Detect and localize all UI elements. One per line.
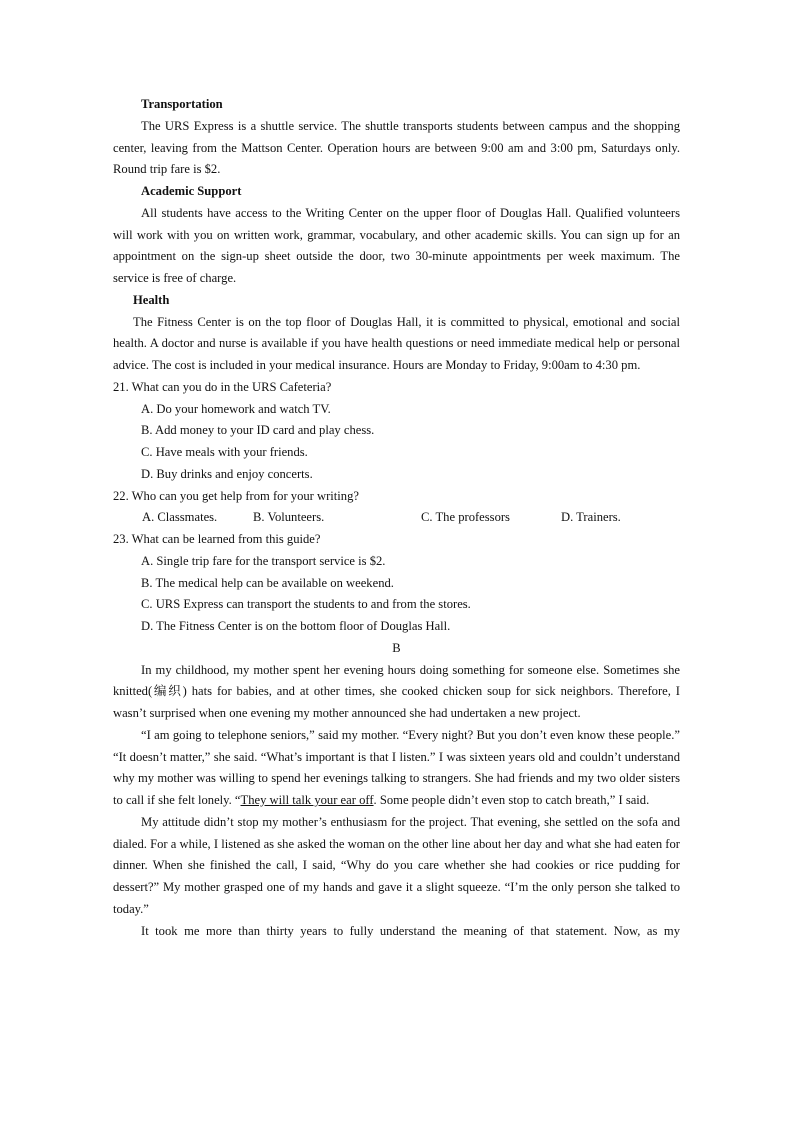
options-row xyxy=(113,507,680,529)
option-c: C. URS Express can transport the students to and from the stores. xyxy=(141,597,471,612)
option-d: D. Trainers. xyxy=(561,510,621,525)
question-22 xyxy=(113,486,680,530)
question-21 xyxy=(113,377,680,486)
option-c: C. Have meals with your friends. xyxy=(141,445,308,459)
underlined-phrase: They will talk your ear off xyxy=(240,793,374,807)
document-page xyxy=(113,94,680,942)
heading-transportation: Transportation xyxy=(141,97,223,111)
heading-health: Health xyxy=(133,292,170,307)
option-a: A. Do your homework and watch TV. xyxy=(141,401,331,416)
option-a: A. Classmates. xyxy=(142,510,218,525)
paragraph-health: The Fitness Center is on the top floor of Douglas Hall, it is committed to physical, emotional and social health. A doctor and nurse is available if you have health questions or need immediate medical help or personal advice. The cost is included in your medical insurance. Hours are Monday to Friday, 9:00am to 4:30 pm. xyxy=(113,314,680,372)
paragraph-text: “I am going to telephone seniors,” said my mother. “Every night? But you don’t even know these people.” “It doesn’t matter,” she said. “What’s important is that I listen.” I was sixteen years old and couldn’t understand why my mother was willing to spend her evenings talking to strangers. She had friends and my two older sisters to call if she felt lonely. “ xyxy=(113,727,680,807)
option-d: D. The Fitness Center is on the bottom floor of Douglas Hall. xyxy=(141,619,451,633)
option-b: B. Volunteers. xyxy=(253,510,325,525)
passage-paragraph-2 xyxy=(113,725,680,812)
passage-label: B xyxy=(392,640,401,655)
question-stem: 22. Who can you get help from for your writing? xyxy=(113,488,359,503)
option-c: C. The professors xyxy=(421,510,510,525)
option-b: B. Add money to your ID card and play chess. xyxy=(141,423,375,438)
heading-academic-support: Academic Support xyxy=(141,184,242,198)
paragraph-academic-support: All students have access to the Writing Center on the upper floor of Douglas Hall. Qualified volunteers will work with you on written work, grammar, vocabulary, and other academic skills. You can sign up for an appointment on the sign-up sheet outside the door, two 30-minute appointments per week maximum. The service is free of charge. xyxy=(113,205,680,285)
passage-paragraph-4: It took me more than thirty years to fully understand the meaning of that statement. Now, as my xyxy=(141,923,680,938)
option-a: A. Single trip fare for the transport service is $2. xyxy=(141,553,386,568)
question-stem: 21. What can you do in the URS Cafeteria? xyxy=(113,379,332,394)
paragraph-text: . Some people didn’t even stop to catch breath,” I said. xyxy=(373,793,650,807)
paragraph-transportation: The URS Express is a shuttle service. The shuttle transports students between campus and the shopping center, leaving from the Mattson Center. Operation hours are between 9:00 am and 3:00 pm, Saturdays only. Round trip fare is $2. xyxy=(113,118,680,177)
question-stem: 23. What can be learned from this guide? xyxy=(113,532,321,546)
passage-paragraph-1: In my childhood, my mother spent her evening hours doing something for someone else. Sometimes she knitted(编织) hats for babies, and at other times, she cooked chicken soup for sick neighbors. Therefore, I wasn’t surprised when one evening my mother announced she had undertaken a new project. xyxy=(113,662,680,720)
passage-paragraph-3: My attitude didn’t stop my mother’s enthusiasm for the project. That evening, she settled on the sofa and dialed. For a while, I listened as she asked the woman on the other line about her day and what she had eaten for dinner. When she finished the call, I said, “Why do you care whether she had cookies or rice pudding for dessert?” My mother grasped one of my hands and gave it a slight squeeze. “I’m the only person she talked to today.” xyxy=(113,814,680,916)
option-d: D. Buy drinks and enjoy concerts. xyxy=(141,466,313,481)
question-23 xyxy=(113,529,680,638)
option-b: B. The medical help can be available on weekend. xyxy=(141,575,394,590)
